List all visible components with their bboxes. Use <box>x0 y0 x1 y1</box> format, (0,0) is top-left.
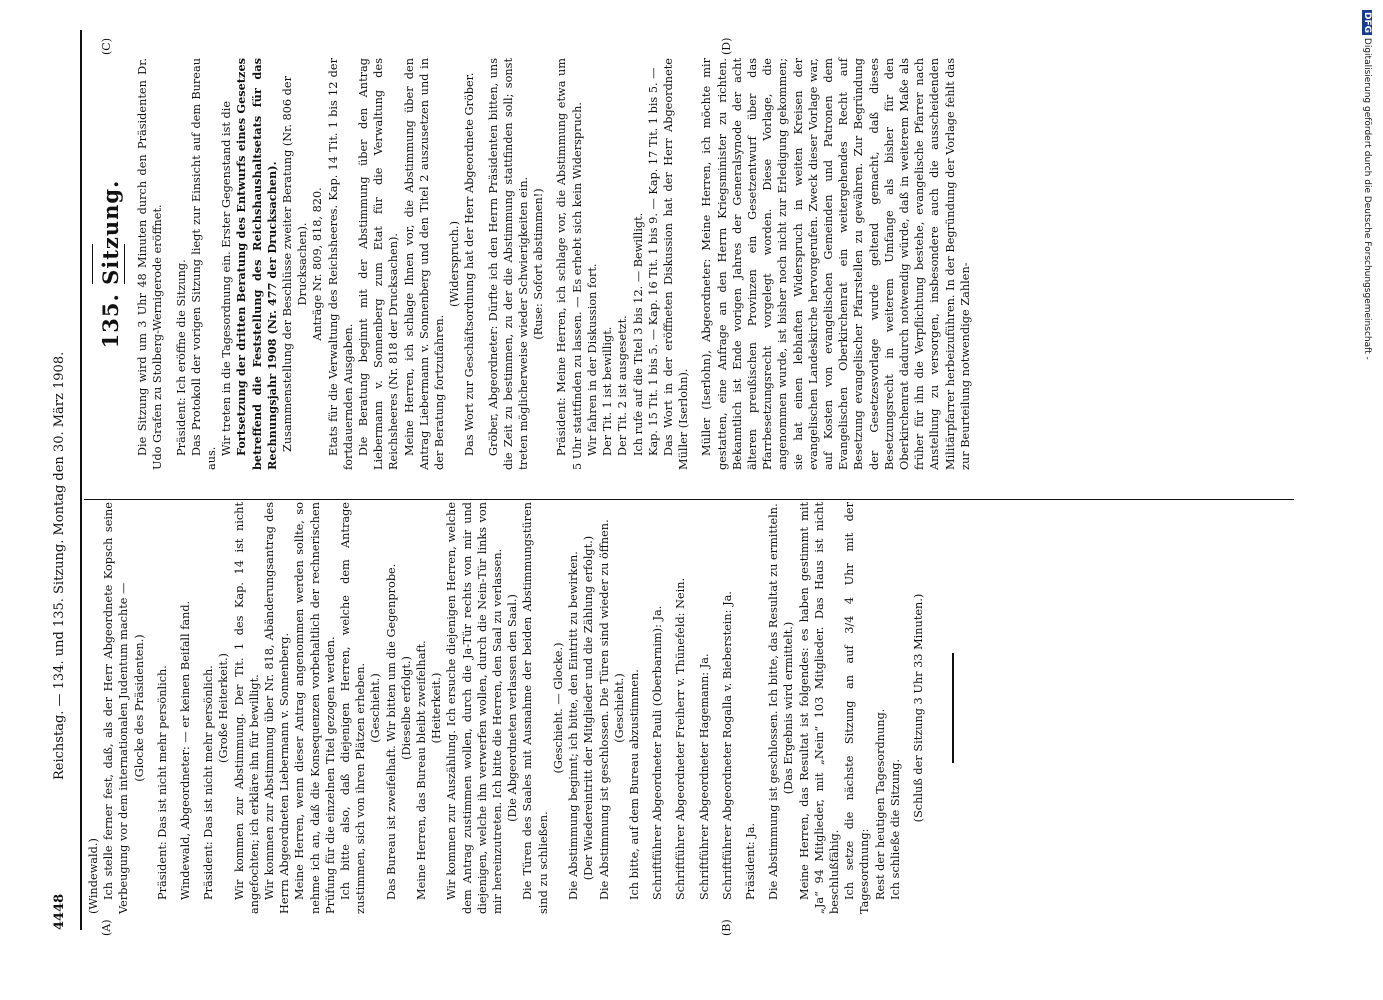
paragraph: Präsident: Meine Herren, ich schlage vor, die Abstimmung etwa um 5 Uhr stattfinden zu lassen. — Es erhebt sich kein Widerspruch. <box>555 58 584 470</box>
paragraph: Ich rufe auf die Titel 3 bis 12. — Bewilligt. <box>631 212 645 456</box>
vote-line: Präsident: Ja. <box>743 822 757 900</box>
paragraph: Meine Herren, ich schlage Ihnen vor, die Abstimmung über den Antrag Liebermann v. Sonnenberg und den Titel 2 auszusetzen und in der Beratung fortzufahren. <box>402 58 447 470</box>
paragraph: Kap. 15 Tit. 1 bis 5. — Kap. 16 Tit. 1 bis 9. — Kap. 17 Tit. 1 bis 5. — <box>646 67 660 456</box>
paragraph: Meine Herren, wenn dieser Antrag angenommen werden sollte, so nehme ich an, daß die Konsequenzen vorbehaltlich der rechnerischen Prüfung für die einzelnen Titel gezogen werden. <box>293 502 337 914</box>
paragraph: Die Abstimmung beginnt; ich bitte, den Eintritt zu bewirken. <box>567 551 581 900</box>
paragraph: Präsident: Das ist nicht mehr persönlich. <box>202 665 216 900</box>
paragraph: Das Bureau ist zweifelhaft. Wir bitten um die Gegenprobe. <box>384 563 398 900</box>
digitization-text: Digitalisierung gefördert durch die Deutsche Forschungsgemeinschaft - <box>1362 37 1372 360</box>
stage-direction: (Die Abgeordneten verlassen den Saal.) <box>506 594 520 822</box>
stage-direction: (Geschieht.) <box>369 673 383 743</box>
paragraph: Das Wort zur Geschäftsordnung hat der Herr Abgeordnete Gröber. <box>463 72 477 456</box>
agenda-item: Rest der heutigen Tagesordnung. <box>873 708 887 900</box>
stage-direction: (Geschieht. — Glocke.) <box>551 642 565 774</box>
margin-mark-b: (B) <box>720 919 733 936</box>
vote-line: Schriftführer Abgeordneter Pauli (Oberbarnim): Ja. <box>651 605 665 900</box>
paragraph: Müller (Iserlohn), Abgeordneter: Meine Herren, ich möchte mir gestatten, eine Anfrage an den Herrn Kriegsminister zu richten. Bekanntlich ist Ende vorigen Jahres der Generalsynode der acht älteren preußischen Provinzen ein Gesetzentwurf über das Pfarrbesetzungsrecht vorgelegt worden. Diese Vorlage, die angenommen wurde, ist bisher noch nicht zur Erledigung gekommen; sie hat einen lebhaften Widerspruch in weiten Kreisen der evangelischen Landeskirche hervorgerufen. Zweck dieser Vorlage war, auf Kosten von evangelischen Gemeinden und Patronen dem Evangelischen Oberkirchenrat ein weitergehendes Recht auf Besetzung evangelischer Pfarrstellen zu gewähren. Zur Begründung der Gesetzesvorlage wurde geltend gemacht, daß dieses Besetzungsrecht in weiterem Umfange als bisher für den Oberkirchenrat dadurch notwendig würde, daß in weiterem Maße als früher für ihn die Verpflichtung bestehe, evangelische Pfarrer nach Anstellung zu versorgen, insbesondere auch die ausscheidenden Militärpfarrer herbeizuführen. In der Begründung der Vorlage fehlt das zur Beurteilung notwendige Zahlen- <box>700 58 972 470</box>
paragraph: Das Wort in der eröffneten Diskussion hat der Herr Abgeordnete Müller (Iserlohn). <box>661 58 691 470</box>
closing-note: (Schluß der Sitzung 3 Uhr 33 Minuten.) <box>911 593 925 823</box>
running-header <box>52 30 78 930</box>
right-column <box>86 58 973 470</box>
speaker-tag: (Windewald.) <box>87 838 100 914</box>
paragraph: Wir fahren in der Diskussion fort. <box>585 263 599 456</box>
stage-direction: (Der Wiedereintritt der Mitglieder und die Zählung erfolgt.) <box>582 535 596 881</box>
header-title: Reichstag. — 134. und 135. Sitzung. Montag den 30. März 1908. <box>52 351 67 780</box>
paragraph: Ich bitte also, daß diejenigen Herren, welche dem Antrage zustimmen, sich von ihren Plätzen erheben. <box>339 502 368 914</box>
stage-direction: (Geschieht.) <box>612 673 626 743</box>
margin-mark-a: (A) <box>100 919 113 936</box>
end-rule <box>952 653 954 763</box>
margin-mark-d: (D) <box>720 37 733 55</box>
paragraph: Gröber, Abgeordneter: Dürfte ich den Herrn Präsidenten bitten, uns die Zeit zu bestimmen, zu der die Abstimmung stattfinden soll; sonst treten möglicherweise wieder Schwierigkeiten ein. <box>486 58 531 470</box>
stage-direction: (Ruse: Sofort abstimmen!) <box>532 188 546 340</box>
paragraph: Die Türen des Saales mit Ausnahme der beiden Abstimmungstüren sind zu schließen. <box>521 502 550 914</box>
paragraph: Wir kommen zur Auszählung. Ich ersuche diejenigen Herren, welche dem Antrag zustimmen wollen, durch die Ja-Tür rechts von mir und diejenigen, welche ihn verwerfen wollen, durch die Nein-Tür links von mir hereinzutreten. Ich bitte die Herren, den Saal zu verlassen. <box>445 502 505 914</box>
stage-direction: (Widerspruch.) <box>448 220 462 308</box>
left-column <box>86 502 954 914</box>
paragraph: Der Tit. 1 ist bewilligt. <box>601 326 615 456</box>
paragraph: Ich setze die nächste Sitzung an auf 3/4 4 Uhr mit der Tagesordnung: <box>843 502 872 914</box>
paragraph: Präsident: Das ist nicht mehr persönlich. <box>155 665 169 900</box>
header-rule <box>80 30 82 930</box>
paragraph: Ich schließe die Sitzung. <box>888 758 902 900</box>
paragraph: Windewald, Abgeordneter: — er keinen Beifall fand. <box>179 600 193 900</box>
paragraph: Die Abstimmung ist geschlossen. Die Türen sind wieder zu öffnen. <box>597 519 611 900</box>
paragraph: Das Protokoll der vorigen Sitzung liegt zur Einsicht auf dem Bureau aus. <box>189 58 219 470</box>
stage-direction: (Große Heiterkeit.) <box>217 653 231 763</box>
paragraph: Ich bitte, auf dem Bureau abzustimmen. <box>627 669 641 900</box>
paragraph: Wir kommen zur Abstimmung. Der Tit. 1 des Kap. 14 ist nicht angefochten; ich erkläre ihn für bewilligt. <box>232 502 261 914</box>
paragraph: Anträge Nr. 809, 818, 820. <box>311 187 325 341</box>
stage-direction: (Heiterkeit.) <box>430 672 444 744</box>
session-title: 135. Sitzung. <box>98 179 123 349</box>
vote-line: Schriftführer Abgeordneter Rogalla v. Bieberstein: Ja. <box>720 591 734 900</box>
vote-line: Schriftführer Abgeordneter Hagemann: Ja. <box>697 653 711 900</box>
paragraph: Meine Herren, das Bureau bleibt zweifelhaft. <box>415 640 429 900</box>
vote-line: Schriftführer Abgeordneter Freiherr v. Thünefeld: Nein. <box>674 577 688 900</box>
margin-mark-c: (C) <box>100 38 113 55</box>
paragraph: Die Abstimmung ist geschlossen. Ich bitte, das Resultat zu ermitteln. <box>767 503 781 900</box>
paragraph: Ich stelle ferner fest, daß, als der Herr Abgeordnete Kopsch seine Verbeugung vor dem internationalen Judentum machte — <box>102 502 131 914</box>
paragraph: Etats für die Verwaltung des Reichsheeres. Kap. 14 Tit. 1 bis 12 der fortdauernden Ausgaben. <box>326 58 355 470</box>
paragraph: Meine Herren, das Resultat ist folgendes: es haben gestimmt mit „Ja“ 94 Mitglieder, mit „Nein“ 103 Mitglieder. Das Haus ist nicht beschlußfähig. <box>797 502 841 914</box>
section-rule <box>92 244 93 284</box>
paragraph: Die Beratung beginnt mit der Abstimmung über den Antrag Liebermann v. Sonnenberg zum Etat für die Verwaltung des Reichsheeres (Nr. 818 der Drucksachen). <box>357 58 401 470</box>
dfg-logo: DFG <box>1362 12 1372 34</box>
column-divider <box>84 499 1294 500</box>
stage-direction: (Dieselbe erfolgt.) <box>399 656 413 760</box>
section-rule <box>124 244 125 284</box>
digitization-note <box>1361 10 1373 730</box>
paragraph: Wir treten in die Tagesordnung ein. Erster Gegenstand ist die <box>220 100 234 456</box>
paragraph: Wir kommen zur Abstimmung über Nr. 818, Abänderungsantrag des Herrn Abgeordneten Liebermann v. Sonnenberg. <box>263 502 292 914</box>
paragraph: Die Sitzung wird um 3 Uhr 48 Minuten durch den Präsidenten Dr. Udo Grafen zu Stolberg-Wernigerode eröffnet. <box>136 58 165 470</box>
stage-direction: (Glocke des Präsidenten.) <box>132 634 146 782</box>
page-number: 4448 <box>52 893 67 930</box>
paragraph: Der Tit. 2 ist ausgesetzt. <box>616 315 630 456</box>
stage-direction: (Das Ergebnis wird ermittelt.) <box>782 621 796 795</box>
agenda-heading: Fortsetzung der dritten Beratung des Entwurfs eines Gesetzes betreffend die Feststellung des Reichshaushaltsetats für das Rechnungsjahr 1908 (Nr. 477 der Drucksachen). <box>234 58 279 470</box>
paragraph: Zusammenstellung der Beschlüsse zweiter Beratung (Nr. 806 der Drucksachen). <box>281 76 310 452</box>
paragraph: Präsident: Ich eröffne die Sitzung. <box>174 259 188 456</box>
